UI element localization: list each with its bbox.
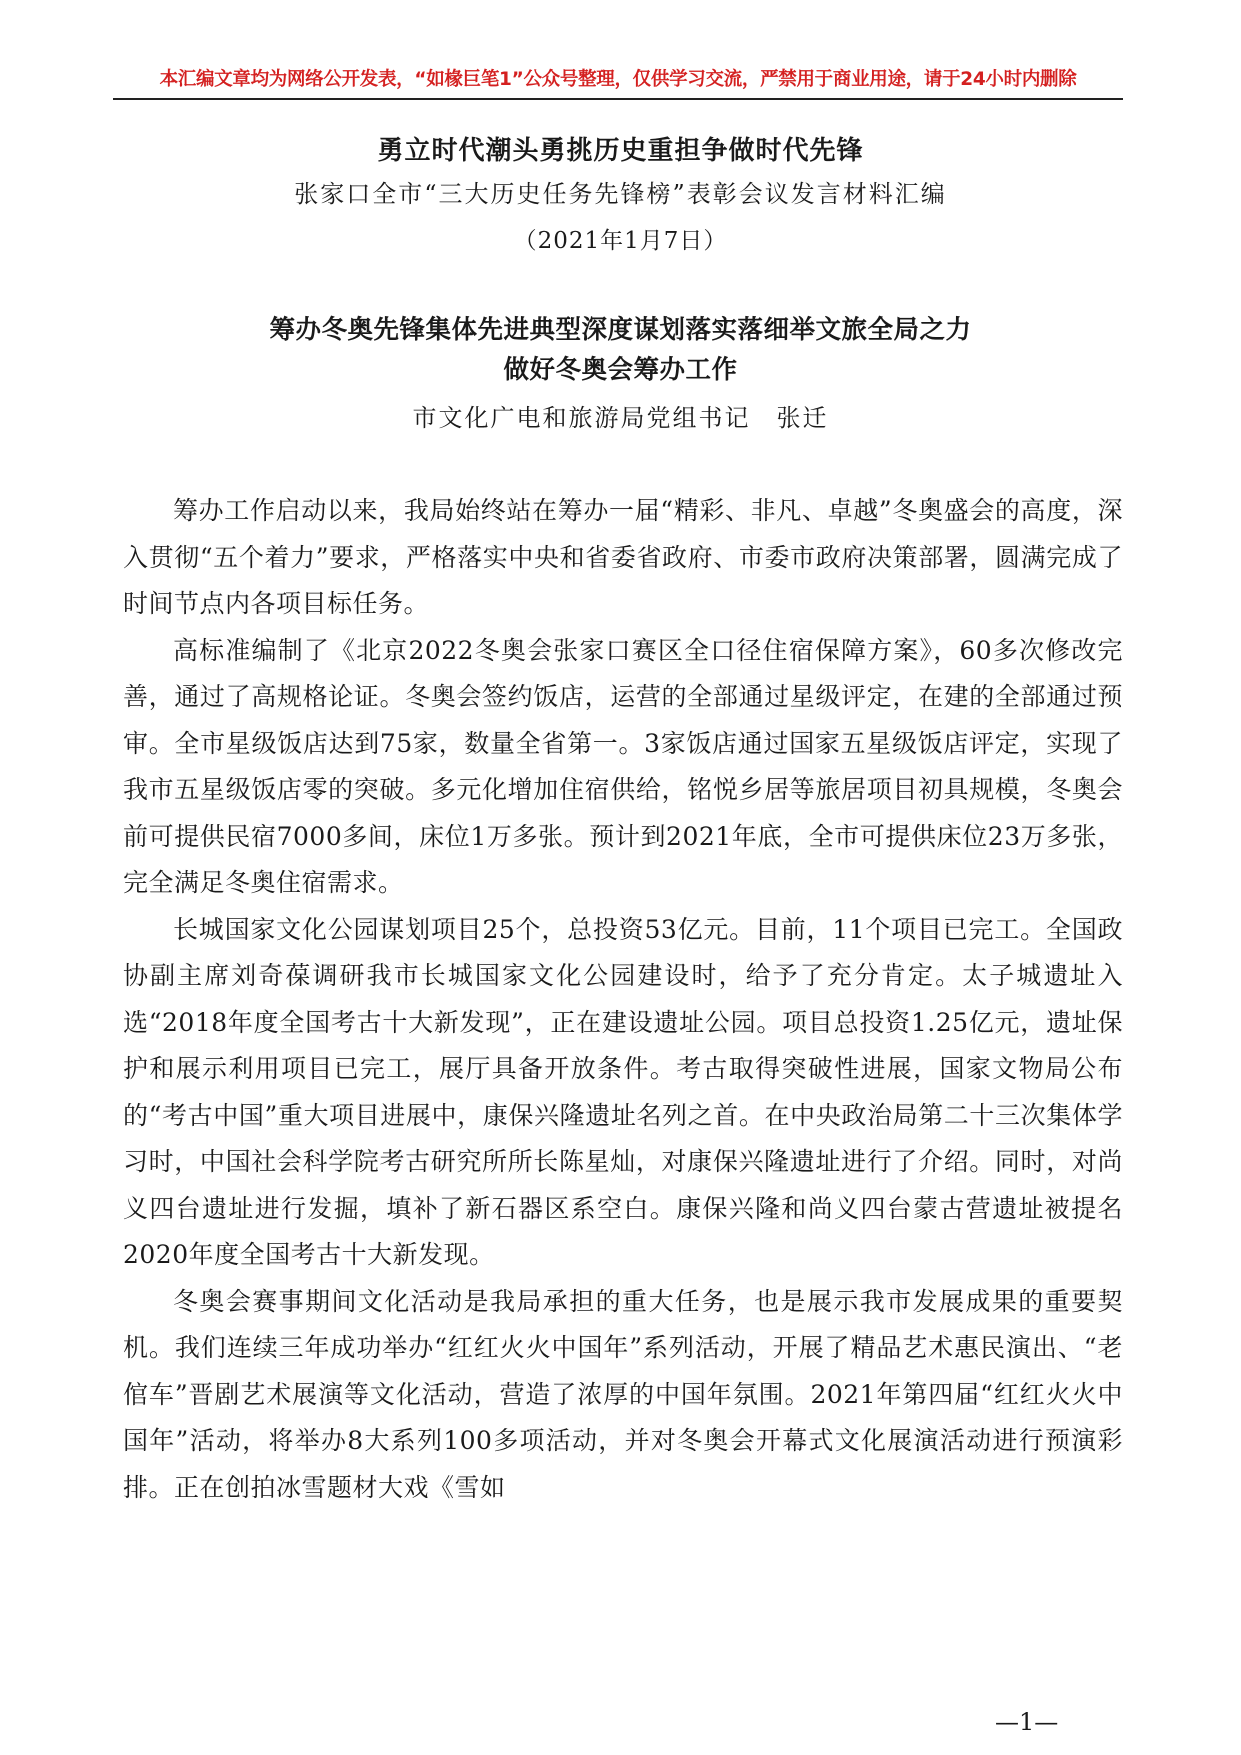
page-number: —1— xyxy=(995,1708,1059,1736)
speech-title-line-2: 做好冬奥会筹办工作 xyxy=(503,355,738,385)
body-paragraph: 高标准编制了《北京2022冬奥会张家口赛区全口径住宿保障方案》，60多次修改完善，通过了高规格论证。冬奥会签约饭店，运营的全部通过星级评定，在建的全部通过预审。全市星级饭店达到75家，数量全省第一。3家饭店通过国家五星级饭店评定，实现了我市五星级饭店零的突破。多元化增加住宿供给，铭悦乡居等旅居项目初具规模，冬奥会前可提供民宿7000多间，床位1万多张。预计到2021年底，全市可提供床位23万多张，完全满足冬奥住宿需求。 xyxy=(123,635,1123,897)
body-paragraph: 筹办工作启动以来，我局始终站在筹办一届“精彩、非凡、卓越”冬奥盛会的高度，深入贯彻“五个着力”要求，严格落实中央和省委省政府、市委市政府决策部署，圆满完成了时间节点内各项目标任务。 xyxy=(123,496,1123,618)
document-subtitle: 张家口全市“三大历史任务先锋榜”表彰会议发言材料汇编 xyxy=(294,180,947,208)
copyright-notice: 本汇编文章均为网络公开发表，“如椽巨笔1”公众号整理，仅供学习交流，严禁用于商业用途，请于24小时内删除 xyxy=(159,69,1077,90)
document-date: （2021年1月7日） xyxy=(513,228,728,254)
body-paragraph: 长城国家文化公园谋划项目25个，总投资53亿元。目前，11个项目已完工。全国政协副主席刘奇葆调研我市长城国家文化公园建设时，给予了充分肯定。太子城遗址入选“2018年度全国考古十大新发现”，正在建设遗址公园。项目总投资1.25亿元，遗址保护和展示利用项目已完工，展厅具备开放条件。考古取得突破性进展，国家文物局公布的“考古中国”重大项目进展中，康保兴隆遗址名列之首。在中央政治局第二十三次集体学习时，中国社会科学院考古研究所所长陈星灿，对康保兴隆遗址进行了介绍。同时，对尚义四台遗址进行发掘，填补了新石器区系空白。康保兴隆和尚义四台蒙古营遗址被提名2020年度全国考古十大新发现。 xyxy=(123,914,1123,1269)
speech-author: 市文化广电和旅游局党组书记 张迁 xyxy=(412,404,829,432)
body-paragraph: 冬奥会赛事期间文化活动是我局承担的重大任务，也是展示我市发展成果的重要契机。我们连续三年成功举办“红红火火中国年”系列活动，开展了精品艺术惠民演出、“老倌车”晋剧艺术展演等文化活动，营造了浓厚的中国年氛围。2021年第四届“红红火火中国年”活动，将举办8大系列100多项活动，并对冬奥会开幕式文化展演活动进行预演彩排。正在创拍冰雪题材大戏《雪如 xyxy=(123,1286,1123,1502)
speech-title-line-1: 筹办冬奥先锋集体先进典型深度谋划落实落细举文旅全局之力 xyxy=(269,315,972,345)
document-main-title: 勇立时代潮头勇挑历史重担争做时代先锋 xyxy=(377,136,864,166)
header-divider xyxy=(113,98,1123,100)
speech-body xyxy=(123,488,1123,1511)
